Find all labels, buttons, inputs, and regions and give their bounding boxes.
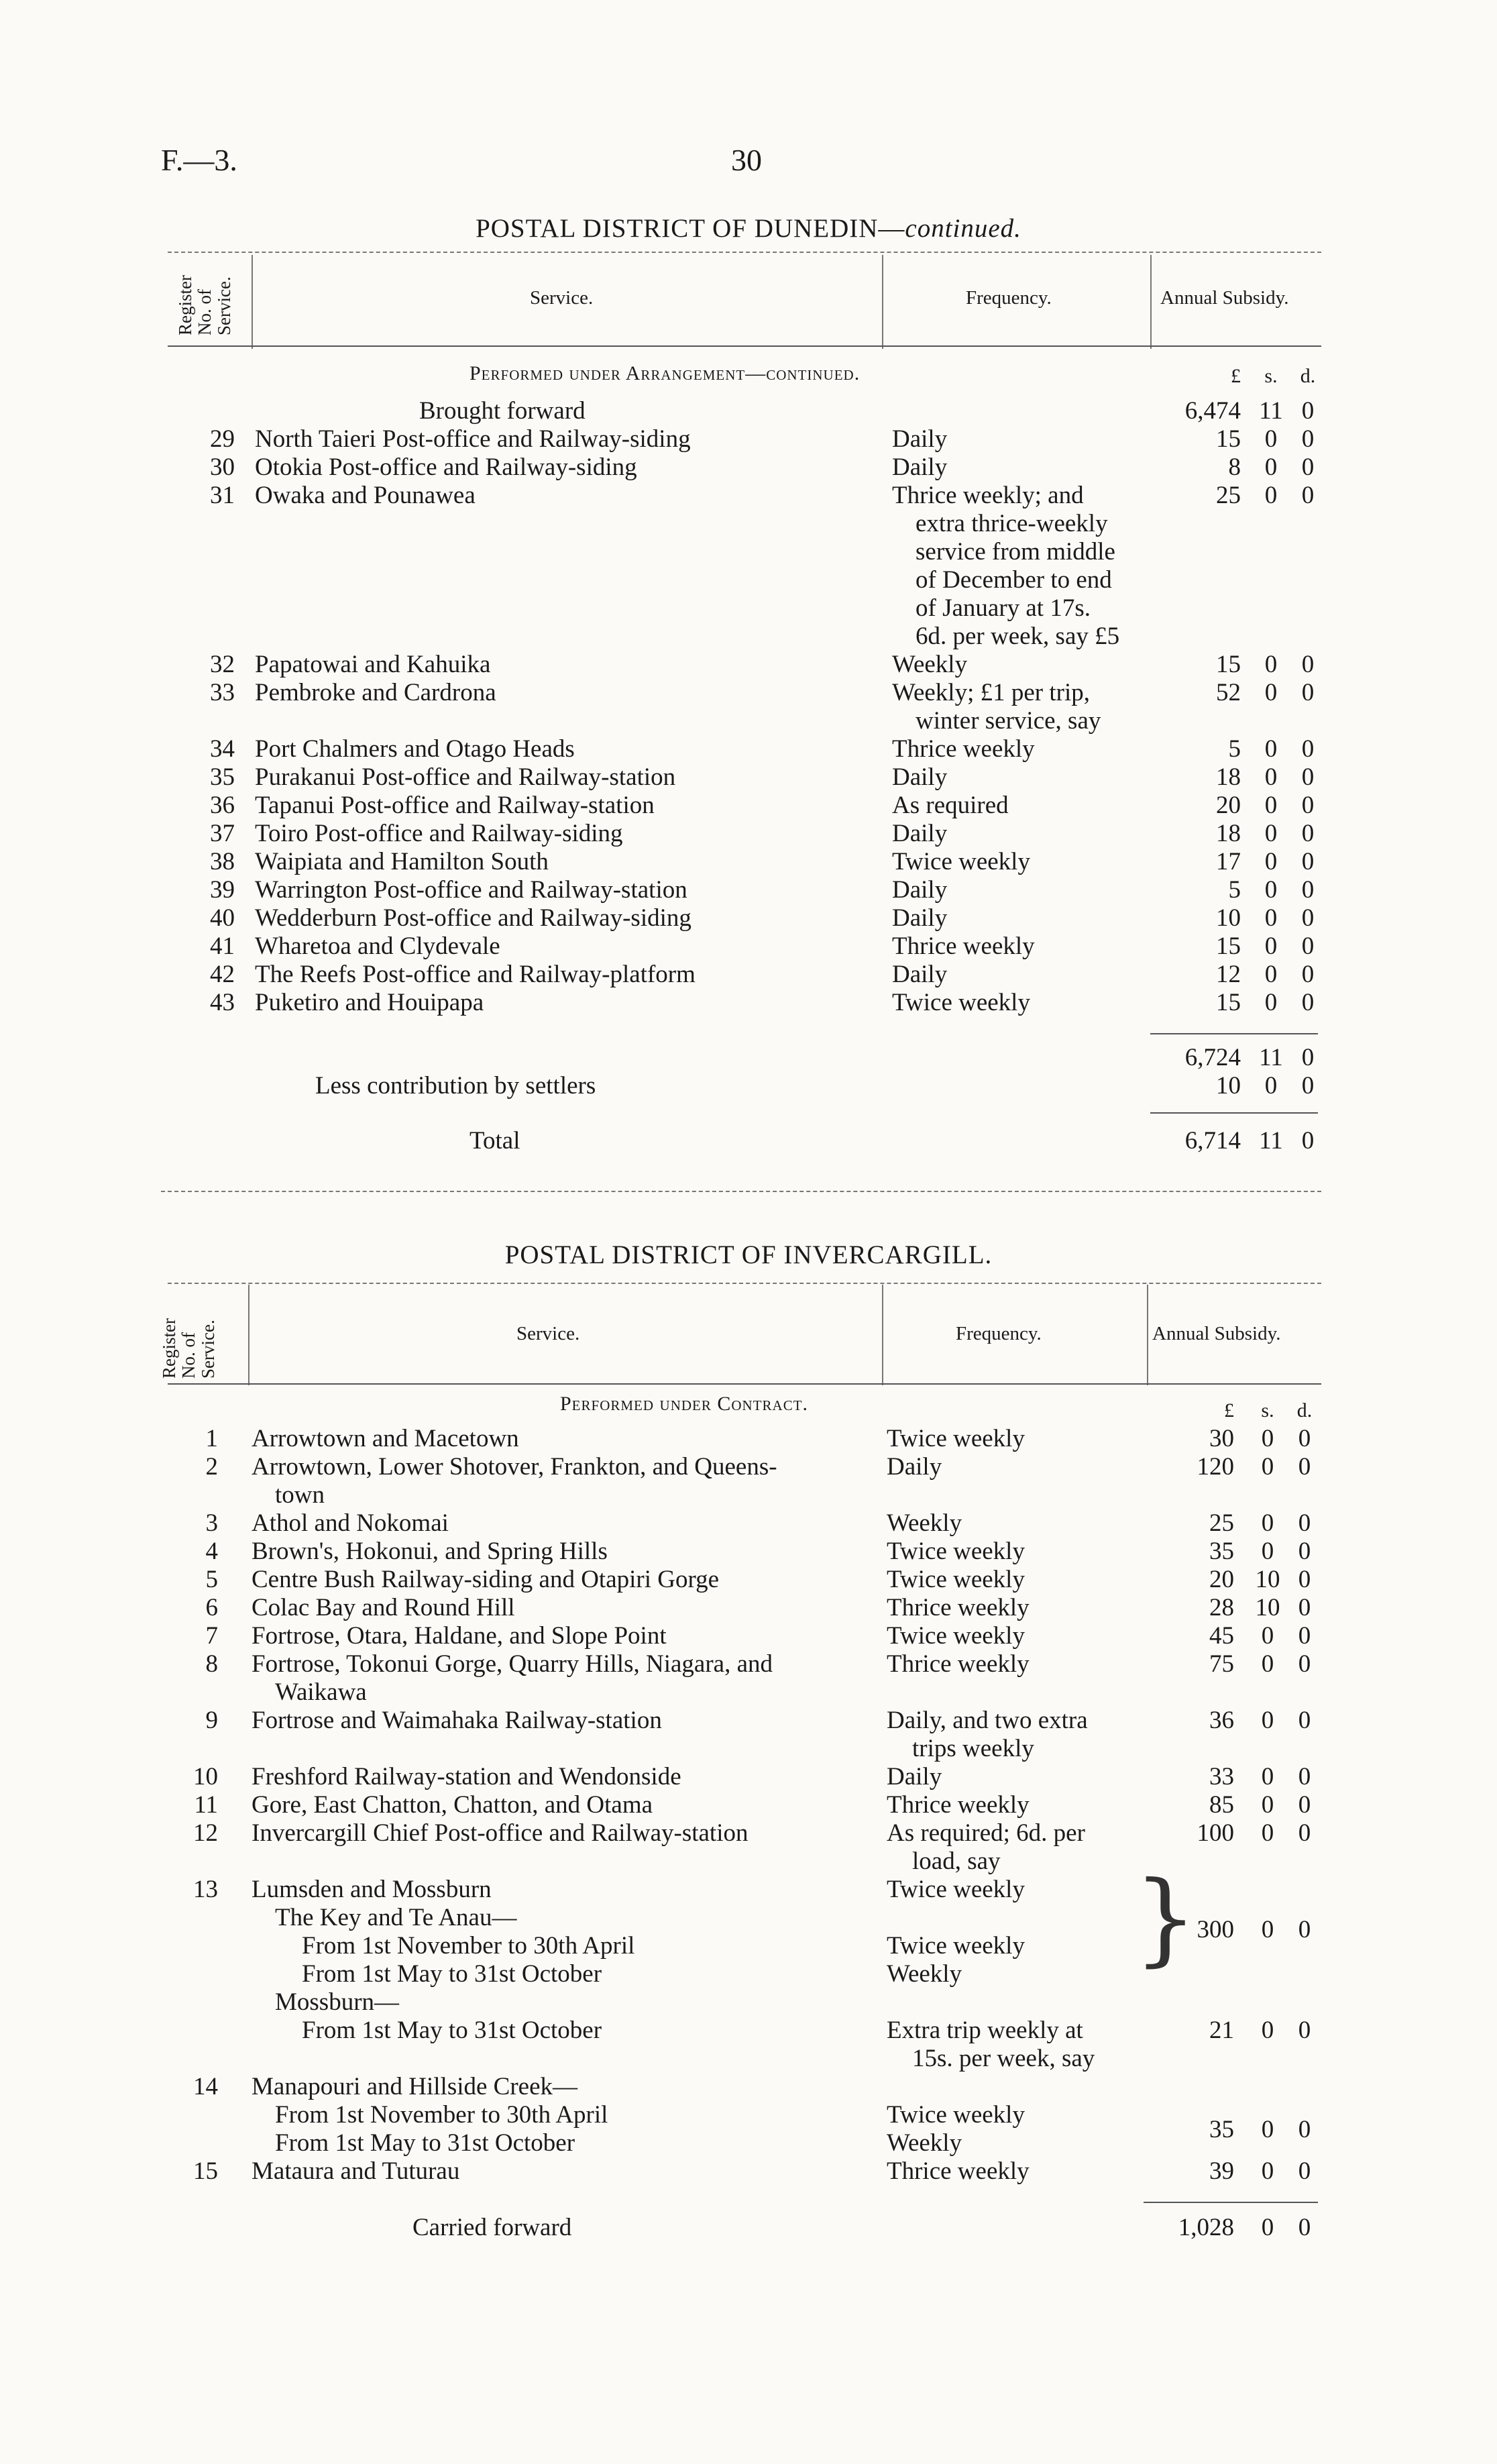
dunedin-section-heading: Performed under Arrangement—continued. [469,362,861,384]
dunedin-service-heading: Service. [530,287,594,309]
invercargill-section-heading: Performed under Contract. [560,1393,809,1415]
invercargill-register-heading: Register No. of Service. [159,1318,218,1379]
page-number: 30 [731,143,762,177]
dunedin-subsidy-heading: Annual Subsidy. [1160,287,1289,309]
dunedin-frequency-heading: Frequency. [966,287,1052,309]
invercargill-subsidy-heading: Annual Subsidy. [1152,1323,1281,1344]
invercargill-service-heading: Service. [516,1323,580,1344]
invercargill-frequency-heading: Frequency. [956,1323,1042,1344]
brace-icon: } [1133,1860,1198,1977]
invercargill-title: POSTAL DISTRICT OF INVERCARGILL. [504,1240,993,1269]
page-reference: F.—3. [161,143,237,177]
dunedin-register-heading: Register No. of Service. [175,275,234,335]
dunedin-title: POSTAL DISTRICT OF DUNEDIN—continued. [476,214,1021,243]
